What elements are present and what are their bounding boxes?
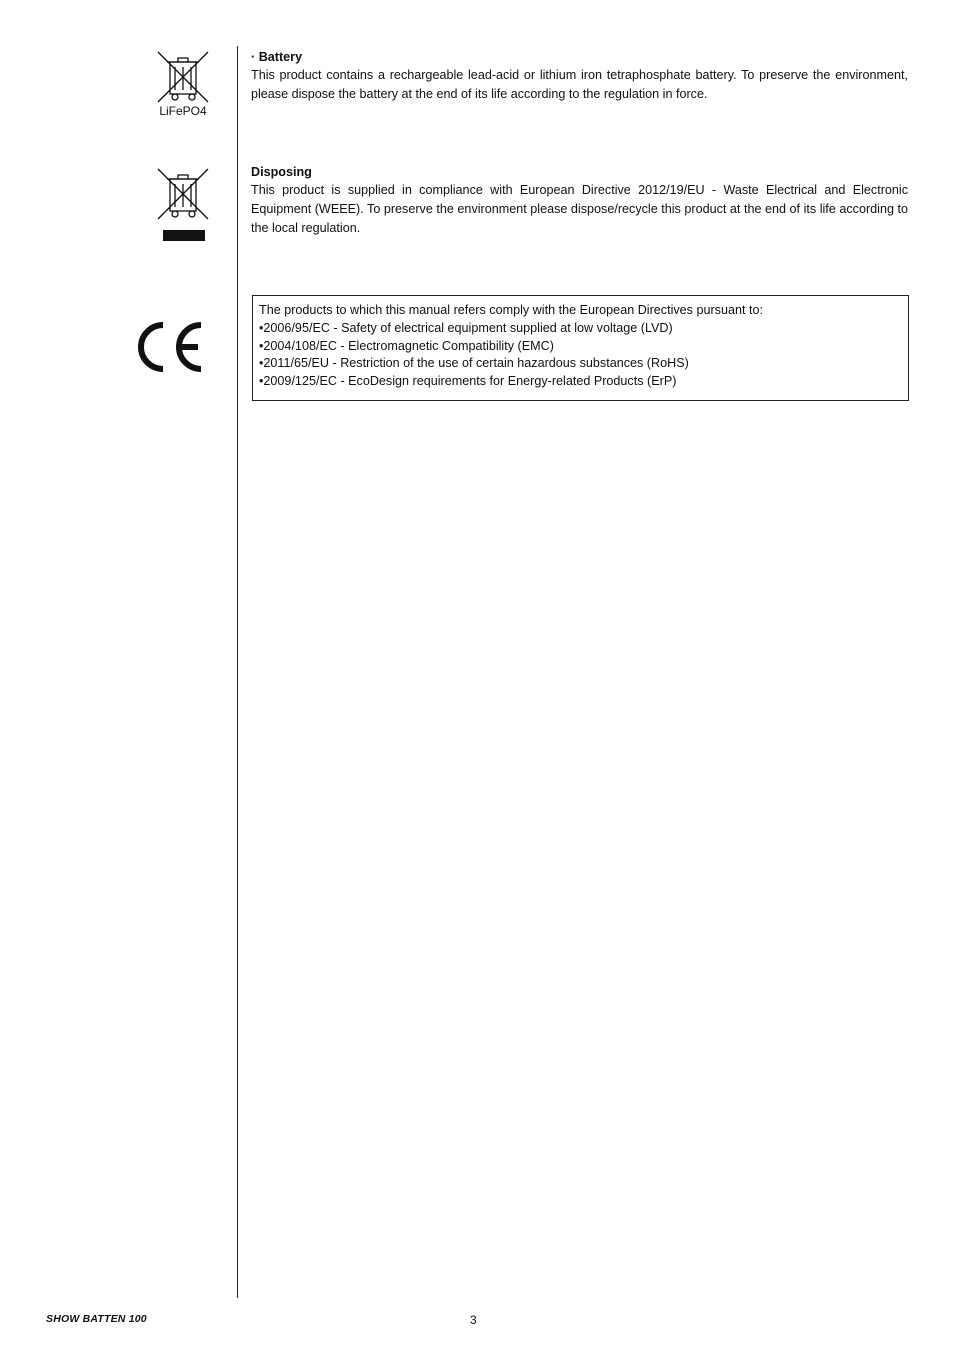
weee-bar — [163, 230, 205, 241]
list-item: • 2011/65/EU - Restriction of the use of certain hazardous substances (RoHS) — [259, 355, 901, 373]
ce-mark-icon — [132, 318, 208, 376]
crossed-bin-icon — [155, 167, 211, 221]
footer-product-name: SHOW BATTEN 100 — [46, 1313, 147, 1325]
battery-text: This product contains a rechargeable lead-acid or lithium iron tetraphosphate battery. To preserve the environment, please dispose the battery at the end of its life according to the regulation in force. — [251, 68, 908, 101]
page-number: 3 — [470, 1313, 477, 1327]
battery-chemistry-label: LiFePO4 — [159, 104, 207, 118]
directives-list — [259, 320, 901, 391]
list-item: • 2004/108/EC - Electromagnetic Compatibility (EMC) — [259, 338, 901, 356]
battery-section — [251, 48, 908, 104]
list-item: • 2009/125/EC - EcoDesign requirements for Energy-related Products (ErP) — [259, 373, 901, 391]
directives-box — [252, 295, 909, 401]
disposing-heading: Disposing — [251, 165, 312, 179]
directives-intro: The products to which this manual refers comply with the European Directives pursuant to: — [259, 303, 763, 317]
list-item: • 2006/95/EC - Safety of electrical equipment supplied at low voltage (LVD) — [259, 320, 901, 338]
disposing-section — [251, 163, 908, 238]
crossed-bin-icon — [155, 50, 211, 104]
column-divider — [237, 46, 238, 1298]
battery-heading: · Battery — [251, 50, 303, 64]
disposing-text: This product is supplied in compliance with European Directive 2012/19/EU - Waste Electrical and Electronic Equipment (WEEE). To preserve the environment please dispose/recycle this product at the end of its life according to the local regulation. — [251, 183, 908, 235]
